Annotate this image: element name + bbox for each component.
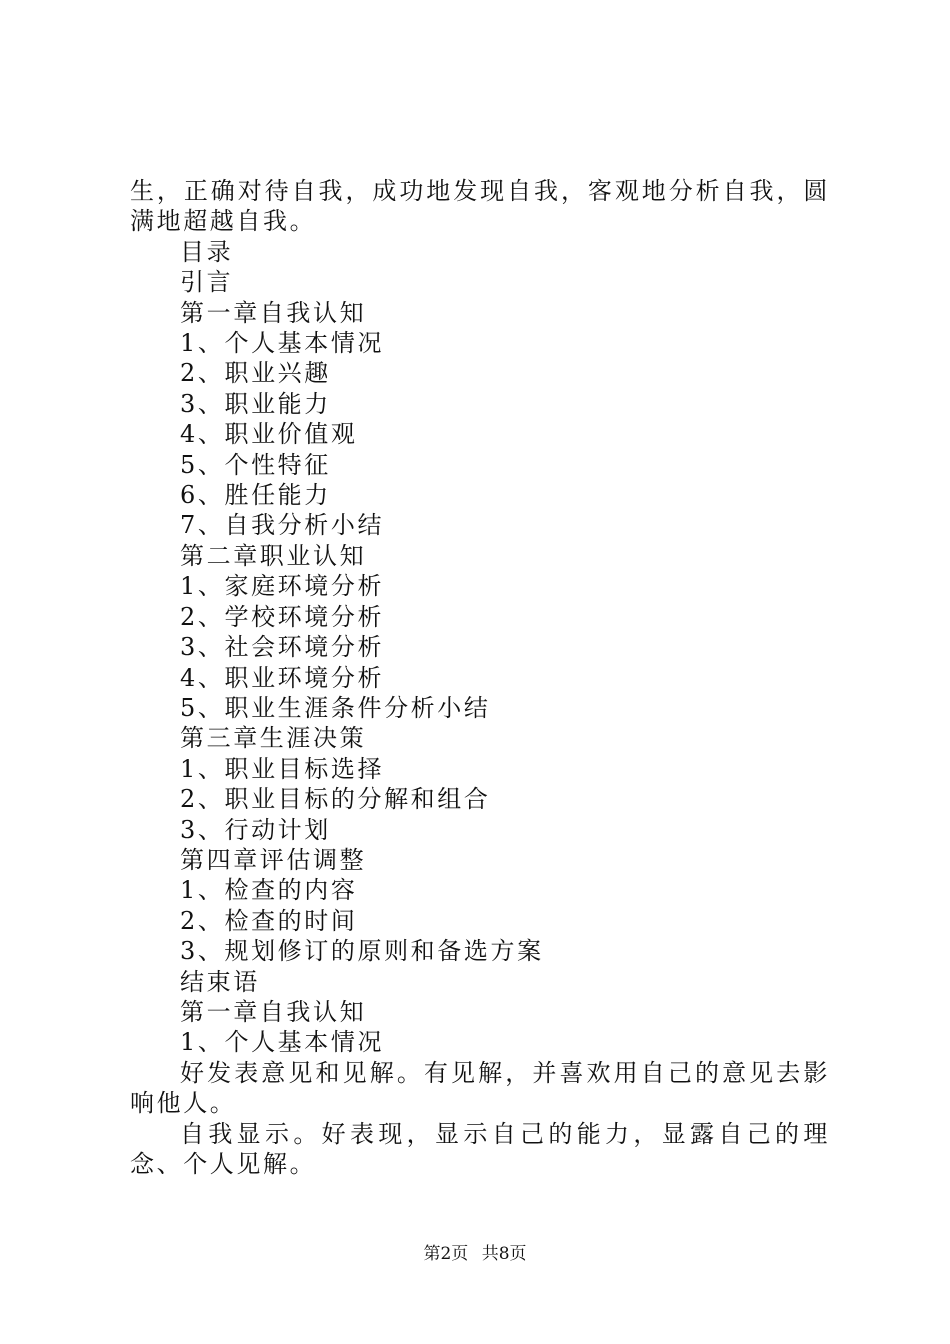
toc-line: 1、家庭环境分析 <box>180 572 385 601</box>
body-paragraph: 好发表意见和见解。有见解，并喜欢用自己的意见去影响他人。 <box>130 1058 830 1118</box>
toc-line: 第一章自我认知 <box>180 997 367 1026</box>
toc-line: 3、行动计划 <box>180 815 331 844</box>
toc-line: 1、个人基本情况 <box>180 329 385 358</box>
toc-line: 3、规划修订的原则和备选方案 <box>180 937 544 966</box>
toc-line: 3、职业能力 <box>180 389 331 418</box>
toc-line: 4、职业价值观 <box>180 420 358 449</box>
toc-line: 7、自我分析小结 <box>180 511 385 540</box>
page-total: 共8页 <box>481 1244 527 1264</box>
toc-line: 5、个性特征 <box>180 450 331 479</box>
toc-line: 3、社会环境分析 <box>180 633 385 662</box>
toc-line: 第一章自我认知 <box>180 298 367 327</box>
toc-line: 1、个人基本情况 <box>180 1028 385 1057</box>
page-footer <box>0 1242 950 1266</box>
document-content <box>130 176 830 1179</box>
toc-list <box>130 237 830 1058</box>
toc-line: 第二章职业认知 <box>180 541 367 570</box>
toc-line: 4、职业环境分析 <box>180 663 385 692</box>
toc-line: 1、检查的内容 <box>180 876 358 905</box>
toc-line: 2、职业兴趣 <box>180 359 331 388</box>
toc-line: 2、职业目标的分解和组合 <box>180 785 491 814</box>
toc-line: 1、职业目标选择 <box>180 754 385 783</box>
toc-line: 5、职业生涯条件分析小结 <box>180 693 491 722</box>
page-number: 第2页 <box>423 1244 469 1264</box>
body-paragraph: 自我显示。好表现，显示自己的能力，显露自己的理念、个人见解。 <box>130 1119 830 1178</box>
toc-line: 2、学校环境分析 <box>180 602 385 631</box>
toc-line: 2、检查的时间 <box>180 906 358 935</box>
body-paragraphs <box>130 1058 830 1180</box>
toc-line: 第四章评估调整 <box>180 845 367 874</box>
toc-line: 第三章生涯决策 <box>180 724 367 753</box>
intro-paragraph: 生，正确对待自我，成功地发现自我，客观地分析自我，圆满地超越自我。 <box>130 177 830 236</box>
toc-line: 引言 <box>180 268 234 297</box>
toc-line: 目录 <box>180 237 234 266</box>
toc-line: 结束语 <box>180 967 260 996</box>
toc-line: 6、胜任能力 <box>180 481 331 510</box>
